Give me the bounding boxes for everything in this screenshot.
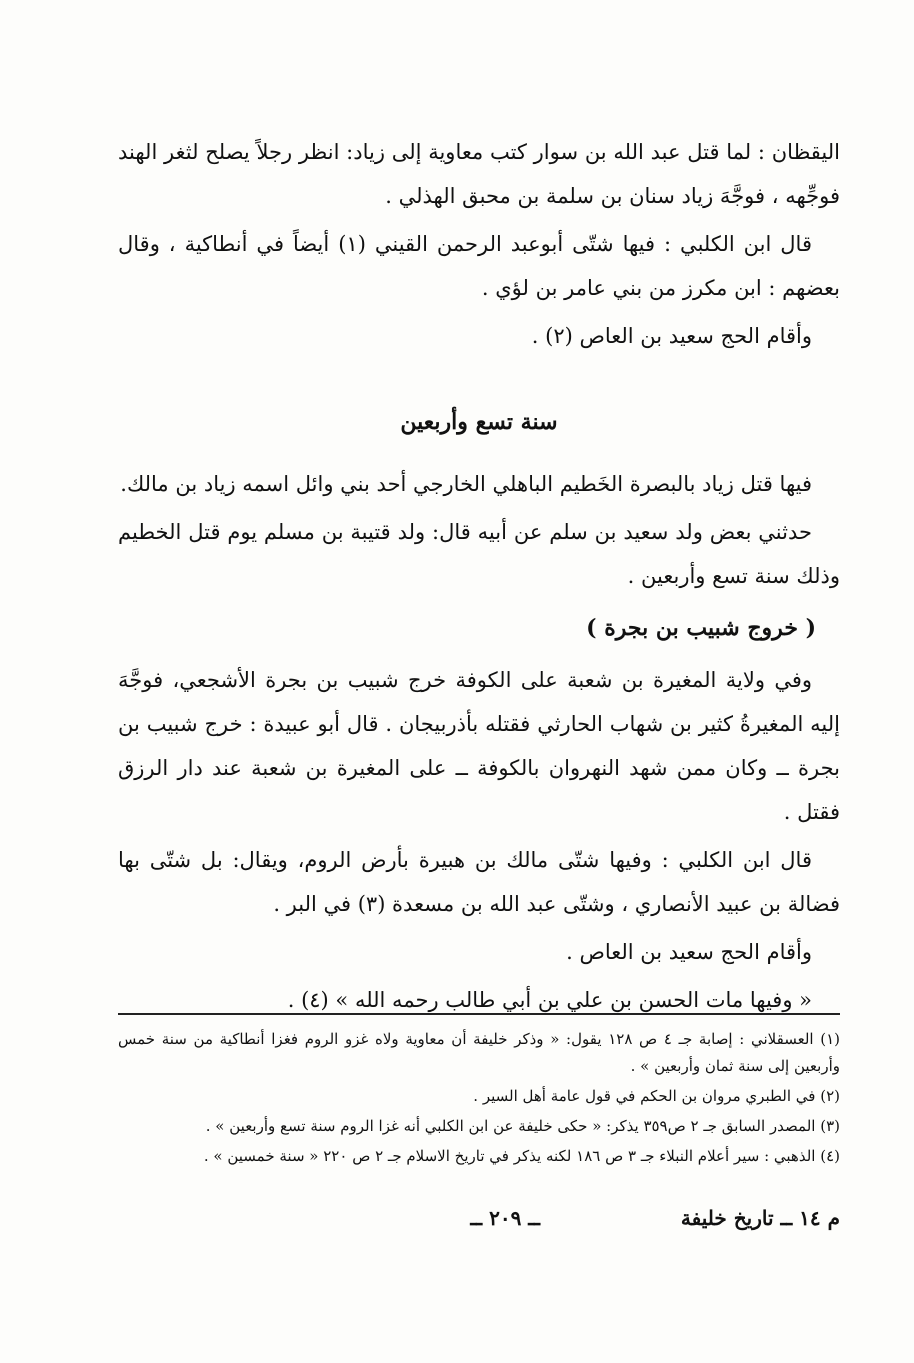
paragraph-hajj-2: وأقام الحج سعيد بن العاص .: [566, 940, 812, 964]
footnote-4: (٤) الذهبي : سير أعلام النبلاء جـ ٣ ص ١٨٦ لكنه يذكر في تاريخ الاسلام جـ ٢ ص ٢٢٠ « سنة خمسين » .: [203, 1147, 840, 1165]
footnote-3: (٣) المصدر السابق جـ ٢ ص٣٥٩ يذكر: « حكى خليفة عن ابن الكلبي أنه غزا الروم سنة تسع وأربعين » .: [205, 1117, 840, 1135]
year-heading: سنة تسع وأربعين: [400, 409, 558, 435]
section-subheading: ( خروج شبيب بن بجرة ): [586, 615, 816, 641]
page-number: ــ ٢٠٩ ــ: [470, 1206, 540, 1230]
paragraph-ibn-kalbi-2: قال ابن الكلبي : وفيها شتّى مالك بن هبيرة بأرض الروم، ويقال: بل شتّى بها فضالة بن عبيد الأنصاري ، وشتّى عبد الله بن مسعدة (٣) في البر .: [118, 848, 840, 916]
footnotes: [118, 1026, 840, 1173]
footnote-2: (٢) في الطبري مروان بن الحكم في قول عامة أهل السير .: [473, 1087, 840, 1105]
paragraph-hajj-1: وأقام الحج سعيد بن العاص (٢) .: [531, 324, 812, 348]
paragraph-qutayba: حدثني بعض ولد سعيد بن سلم عن أبيه قال: ولد قتيبة بن مسلم يوم قتل الخطيم وذلك سنة تسع وأربعين .: [118, 520, 840, 588]
paragraph-ibn-kalbi-1: قال ابن الكلبي : فيها شتّى أبوعبد الرحمن القيني (١) أيضاً في أنطاكية ، وقال بعضهم : ابن مكرز من بني عامر بن لؤي .: [118, 232, 840, 300]
footnote-1: (١) العسقلاني : إصابة جـ ٤ ص ١٢٨ يقول: « وذكر خليفة أن معاوية ولاه غزو الروم فغزا أنطاكية من سنة خمس وأربعين إلى سنة ثمان وأربعين » .: [118, 1030, 840, 1075]
paragraph-yaqzan: اليقظان : لما قتل عبد الله بن سوار كتب معاوية إلى زياد: انظر رجلاً يصلح لثغر الهند فوجِّهه ، فوجَّهَ زياد سنان بن سلمة بن محبق الهذلي .: [118, 140, 840, 208]
paragraph-shabib: وفي ولاية المغيرة بن شعبة على الكوفة خرج شبيب بن بجرة الأشجعي، فوجَّهَ إليه المغيرةُ كثير بن شهاب الحارثي فقتله بأذربيجان . قال أبو عبيدة : خرج شبيب بن بجرة ــ وكان ممن شهد النهروان بالكوفة ــ على المغيرة بن شعبة عند دار الرزق فقتل .: [118, 668, 840, 824]
page-footer: [118, 1206, 840, 1242]
footnote-divider: [118, 1013, 840, 1015]
paragraph-hasan: « وفيها مات الحسن بن علي بن أبي طالب رحمه الله » (٤) .: [287, 988, 812, 1012]
paragraph-khatim: فيها قتل زياد بالبصرة الخَطيم الباهلي الخارجي أحد بني وائل اسمه زياد بن مالك.: [120, 472, 812, 496]
running-title: م ١٤ ــ تاريخ خليفة: [680, 1206, 840, 1230]
main-text: [118, 130, 840, 1026]
